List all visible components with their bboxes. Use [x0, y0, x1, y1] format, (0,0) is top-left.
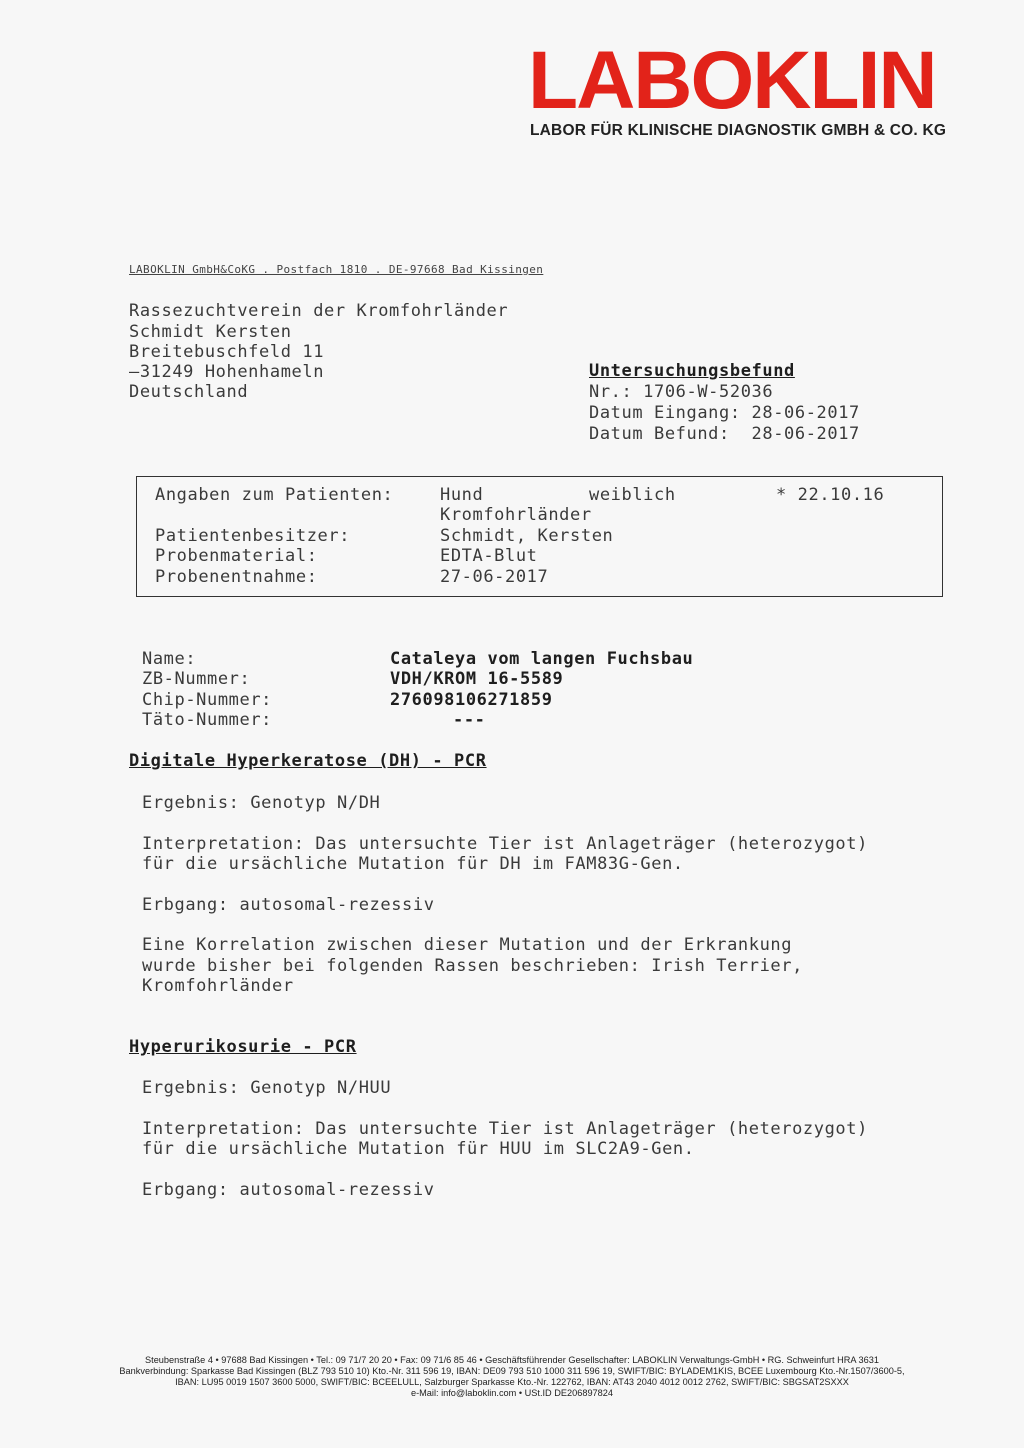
zb-number: VDH/KROM 16-5589: [390, 669, 564, 689]
patient-sex: weiblich: [589, 485, 676, 505]
tattoo-number-label: Täto-Nummer:: [142, 710, 273, 730]
animal-name-label: Name:: [142, 649, 197, 669]
recipient-line: Rassezuchtverein der Kromfohrländer: [129, 301, 509, 321]
logo-wordmark: LABOKLIN: [528, 35, 936, 126]
material-value: EDTA-Blut: [440, 546, 538, 566]
report-number: Nr.: 1706-W-52036: [589, 382, 774, 402]
patient-species: Hund: [440, 485, 484, 505]
chip-number-label: Chip-Nummer:: [142, 690, 273, 710]
dh-correlation: Eine Korrelation zwischen dieser Mutation und der Erkrankung: [142, 935, 793, 955]
patient-birthdate: * 22.10.16: [776, 485, 885, 505]
dh-correlation: wurde bisher bei folgenden Rassen beschrieben: Irish Terrier,: [142, 956, 803, 976]
company-footer: [40, 1355, 984, 1399]
sample-date-value: 27-06-2017: [440, 567, 549, 587]
date-report: Datum Befund: 28-06-2017: [589, 424, 860, 444]
tattoo-number: ---: [453, 710, 486, 730]
huu-heading: Hyperurikosurie - PCR: [129, 1037, 357, 1057]
report-title: Untersuchungsbefund: [589, 361, 795, 381]
date-received: Datum Eingang: 28-06-2017: [589, 403, 860, 423]
footer-line: Steubenstraße 4 • 97688 Bad Kissingen • Tel.: 09 71/7 20 20 • Fax: 09 71/6 85 46 • Geschäftsführender Gesellschafter: LABOKLIN Verwaltungs-GmbH • RG. Schweinfurt HRA 3631: [145, 1355, 879, 1365]
owner-label: Patientenbesitzer:: [155, 526, 351, 546]
laboklin-logo: [528, 35, 968, 150]
dh-heading: Digitale Hyperkeratose (DH) - PCR: [129, 751, 487, 771]
huu-inheritance: Erbgang: autosomal-rezessiv: [142, 1180, 435, 1200]
sender-address-line: LABOKLIN GmbH&CoKG . Postfach 1810 . DE-97668 Bad Kissingen: [129, 263, 544, 276]
patient-label: Angaben zum Patienten:: [155, 485, 394, 505]
huu-interpretation: Interpretation: Das untersuchte Tier ist Anlageträger (heterozygot): [142, 1119, 868, 1139]
huu-result: Ergebnis: Genotyp N/HUU: [142, 1078, 392, 1098]
dh-correlation: Kromfohrländer: [142, 976, 294, 996]
sample-date-label: Probenentnahme:: [155, 567, 318, 587]
dh-interpretation: für die ursächliche Mutation für DH im FAM83G-Gen.: [142, 854, 684, 874]
recipient-line: Deutschland: [129, 382, 249, 402]
owner-value: Schmidt, Kersten: [440, 526, 614, 546]
footer-line: Bankverbindung: Sparkasse Bad Kissingen (BLZ 793 510 10) Kto.-Nr. 311 596 19, IBAN: DE09 793 510 1000 311 596 19, SWIFT/BIC: BYLADEM1KIS, BCEE Luxembourg Kto.-Nr.1507/3600-5,: [119, 1366, 905, 1376]
chip-number: 276098106271859: [390, 690, 553, 710]
patient-breed: Kromfohrländer: [440, 505, 592, 525]
logo-tagline: LABOR FÜR KLINISCHE DIAGNOSTIK GMBH & CO. KG: [530, 122, 947, 139]
huu-interpretation: für die ursächliche Mutation für HUU im SLC2A9-Gen.: [142, 1139, 695, 1159]
recipient-line: Schmidt Kersten: [129, 322, 292, 342]
footer-line: e-Mail: info@laboklin.com • USt.ID DE206897824: [410, 1388, 613, 1398]
animal-name: Cataleya vom langen Fuchsbau: [390, 649, 694, 669]
dh-result: Ergebnis: Genotyp N/DH: [142, 793, 381, 813]
dh-inheritance: Erbgang: autosomal-rezessiv: [142, 895, 435, 915]
recipient-line: —31249 Hohenhameln: [129, 362, 325, 382]
zb-number-label: ZB-Nummer:: [142, 669, 251, 689]
material-label: Probenmaterial:: [155, 546, 318, 566]
dh-interpretation: Interpretation: Das untersuchte Tier ist Anlageträger (heterozygot): [142, 834, 868, 854]
recipient-line: Breitebuschfeld 11: [129, 342, 325, 362]
footer-line: IBAN: LU95 0019 1507 3600 5000, SWIFT/BIC: BCEELULL, Salzburger Sparkasse Kto.-Nr. 122762, IBAN: AT43 2040 4012 0012 2762, SWIFT/BIC: SBGSAT2SXXX: [175, 1377, 849, 1387]
